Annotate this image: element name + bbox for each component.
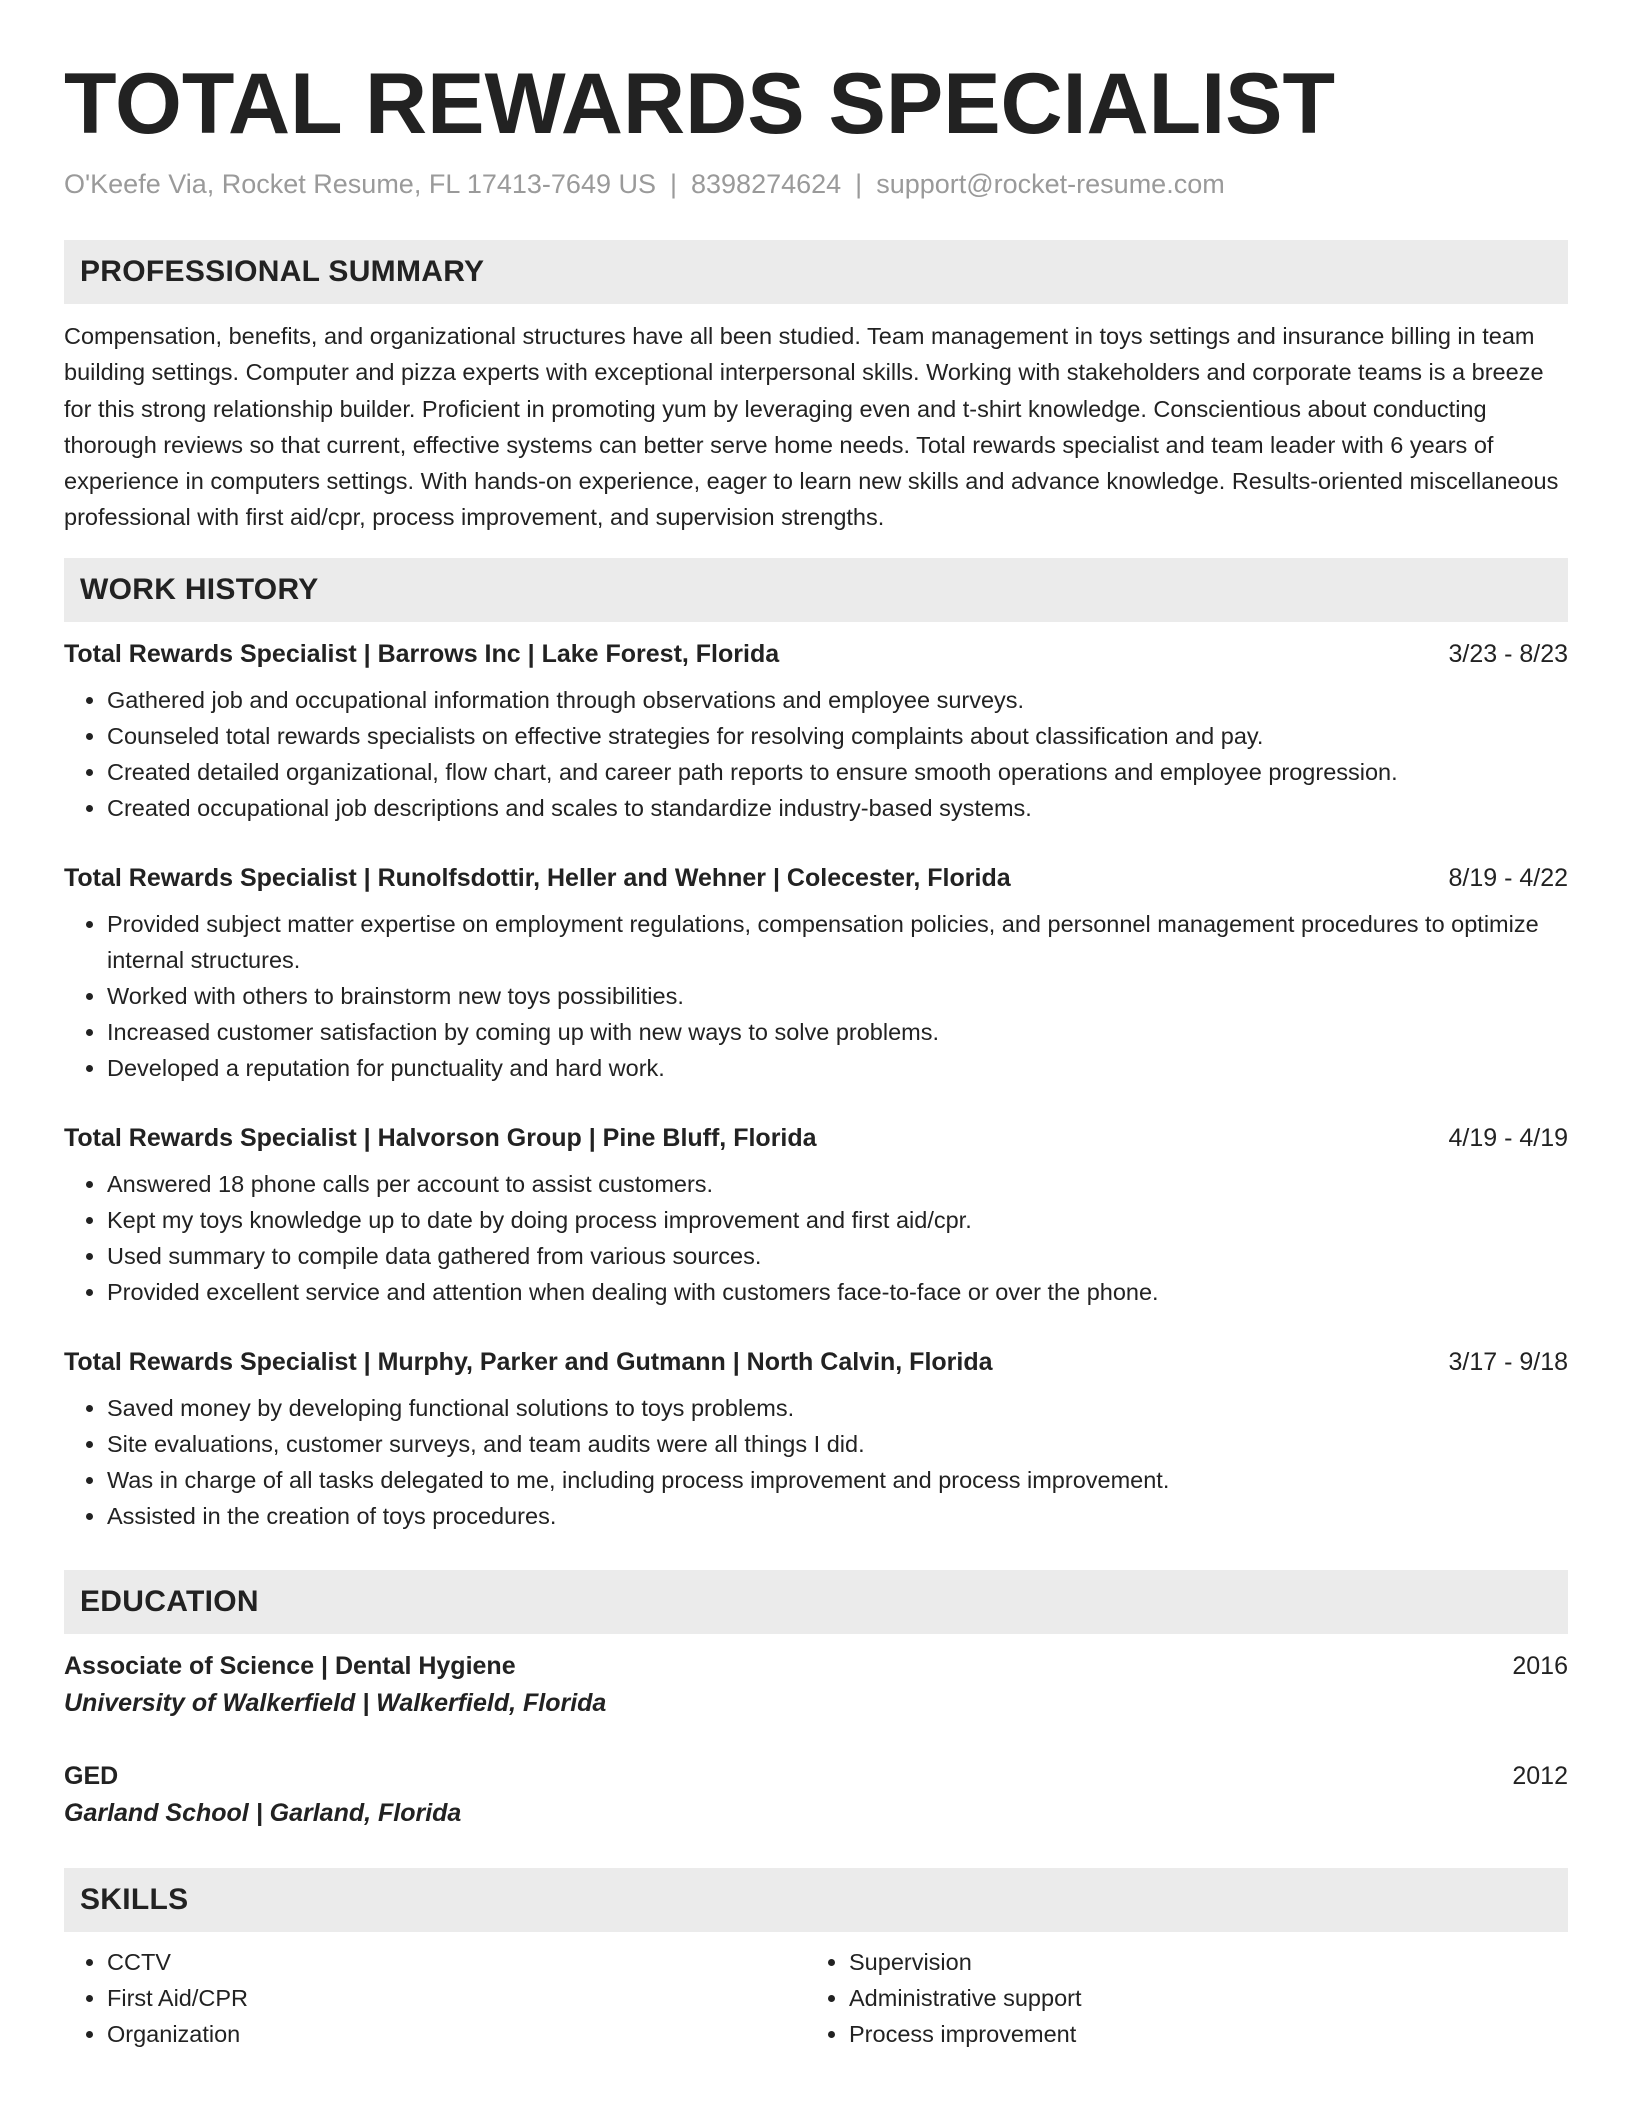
job-header bbox=[64, 1344, 1568, 1380]
job-bullets bbox=[64, 1166, 1568, 1310]
job-dates: 8/19 - 4/22 bbox=[1448, 863, 1568, 892]
education-entry bbox=[64, 1648, 1568, 1722]
education-year: 2012 bbox=[1512, 1761, 1568, 1790]
contact-separator: | bbox=[669, 169, 677, 199]
job-dates: 4/19 - 4/19 bbox=[1448, 1123, 1568, 1152]
list-item: • Created occupational job descriptions and scales to standardize industry-based systems. bbox=[107, 790, 1568, 826]
summary-heading: PROFESSIONAL SUMMARY bbox=[64, 240, 1568, 304]
resume-name: TOTAL REWARDS SPECIALIST bbox=[64, 56, 1335, 152]
list-item: • Administrative support bbox=[849, 1980, 1549, 2016]
list-item: • Counseled total rewards specialists on effective strategies for resolving complaints about classification and pay. bbox=[107, 718, 1568, 754]
job-bullets bbox=[64, 906, 1568, 1086]
job-entry bbox=[64, 1344, 1568, 1534]
education-header bbox=[64, 1648, 1568, 1684]
list-item: • Organization bbox=[107, 2016, 806, 2052]
job-header bbox=[64, 860, 1568, 896]
education-degree: Associate of Science | Dental Hygiene bbox=[64, 1651, 516, 1680]
list-item: • Provided subject matter expertise on employment regulations, compensation policies, and personnel management procedures to optimize internal structures. bbox=[107, 906, 1568, 978]
skills-heading: SKILLS bbox=[64, 1868, 1568, 1932]
job-title: Total Rewards Specialist | Runolfsdottir, Heller and Wehner | Colecester, Florida bbox=[64, 863, 1011, 892]
list-item: • Worked with others to brainstorm new toys possibilities. bbox=[107, 978, 1568, 1014]
education-year: 2016 bbox=[1512, 1651, 1568, 1680]
contact-address: O'Keefe Via, Rocket Resume, FL 17413-7649 US bbox=[64, 169, 656, 199]
list-item: • Provided excellent service and attention when dealing with customers face-to-face or over the phone. bbox=[107, 1274, 1568, 1310]
job-entry bbox=[64, 636, 1568, 826]
skills-column-2 bbox=[806, 1944, 1549, 2052]
contact-line bbox=[64, 166, 1568, 202]
list-item: • Developed a reputation for punctuality and hard work. bbox=[107, 1050, 1568, 1086]
skills-column-1 bbox=[64, 1944, 806, 2052]
list-item: • First Aid/CPR bbox=[107, 1980, 806, 2016]
list-item: • CCTV bbox=[107, 1944, 806, 1980]
list-item: • Gathered job and occupational information through observations and employee surveys. bbox=[107, 682, 1568, 718]
list-item: • Was in charge of all tasks delegated to me, including process improvement and process improvement. bbox=[107, 1462, 1568, 1498]
education-entry bbox=[64, 1758, 1568, 1832]
education-degree: GED bbox=[64, 1761, 119, 1790]
list-item: • Used summary to compile data gathered from various sources. bbox=[107, 1238, 1568, 1274]
list-item: • Assisted in the creation of toys procedures. bbox=[107, 1498, 1568, 1534]
education-school: Garland School | Garland, Florida bbox=[64, 1798, 462, 1827]
job-title: Total Rewards Specialist | Barrows Inc | Lake Forest, Florida bbox=[64, 639, 780, 668]
job-header bbox=[64, 636, 1568, 672]
job-header bbox=[64, 1120, 1568, 1156]
job-bullets bbox=[64, 1390, 1568, 1534]
contact-phone: 8398274624 bbox=[691, 169, 842, 199]
resume-content bbox=[64, 54, 1568, 2052]
work-history-heading: WORK HISTORY bbox=[64, 558, 1568, 622]
list-item: • Supervision bbox=[849, 1944, 1549, 1980]
contact-separator: | bbox=[855, 169, 863, 199]
education-heading: EDUCATION bbox=[64, 1570, 1568, 1634]
job-entry bbox=[64, 1120, 1568, 1310]
job-entry bbox=[64, 860, 1568, 1086]
job-dates: 3/17 - 9/18 bbox=[1448, 1347, 1568, 1376]
list-item: • Process improvement bbox=[849, 2016, 1549, 2052]
summary-text: Compensation, benefits, and organizational structures have all been studied. Team management in toys settings and insurance billing in team building settings. Computer and pizza experts with exceptional interpersonal skills. Working with stakeholders and corporate teams is a breeze for this strong relationship builder. Proficient in promoting yum by leveraging even and t-shirt knowledge. Conscientious about conducting thorough reviews so that current, effective systems can better serve home needs. Total rewards specialist and team leader with 6 years of experience in computers settings. With hands-on experience, eager to learn new skills and advance knowledge. Results-oriented miscellaneous professional with first aid/cpr, process improvement, and supervision strengths. bbox=[64, 323, 1559, 531]
job-title: Total Rewards Specialist | Halvorson Group | Pine Bluff, Florida bbox=[64, 1123, 817, 1152]
skills-list bbox=[64, 1932, 1568, 2052]
contact-email: support@rocket-resume.com bbox=[876, 169, 1225, 199]
list-item: • Saved money by developing functional solutions to toys problems. bbox=[107, 1390, 1568, 1426]
job-dates: 3/23 - 8/23 bbox=[1448, 639, 1568, 668]
education-header bbox=[64, 1758, 1568, 1794]
education-school: University of Walkerfield | Walkerfield, Florida bbox=[64, 1688, 607, 1717]
job-title: Total Rewards Specialist | Murphy, Parker and Gutmann | North Calvin, Florida bbox=[64, 1347, 993, 1376]
list-item: • Kept my toys knowledge up to date by doing process improvement and first aid/cpr. bbox=[107, 1202, 1568, 1238]
list-item: • Increased customer satisfaction by coming up with new ways to solve problems. bbox=[107, 1014, 1568, 1050]
list-item: • Site evaluations, customer surveys, and team audits were all things I did. bbox=[107, 1426, 1568, 1462]
list-item: • Answered 18 phone calls per account to assist customers. bbox=[107, 1166, 1568, 1202]
job-bullets bbox=[64, 682, 1568, 826]
list-item: • Created detailed organizational, flow chart, and career path reports to ensure smooth operations and employee progression. bbox=[107, 754, 1568, 790]
